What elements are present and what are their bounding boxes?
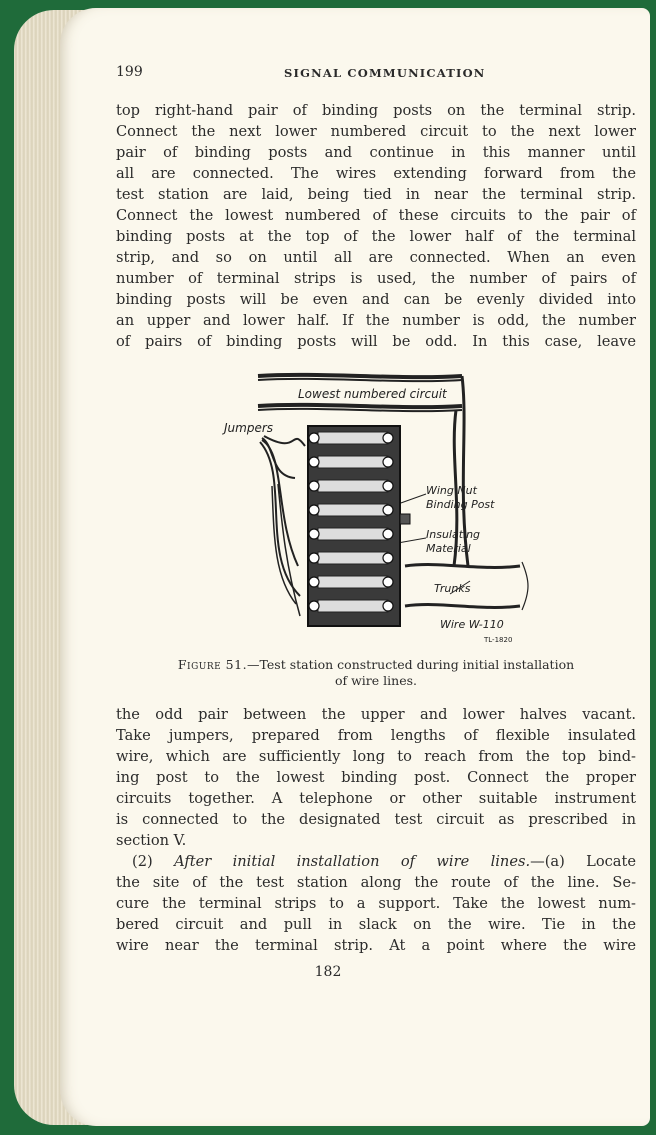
section-2-heading: After initial installation of wire lines. bbox=[174, 853, 531, 870]
label-jumpers: Jumpers bbox=[224, 421, 274, 435]
text-line: Take jumpers, prepared from lengths of flexible insulated bbox=[116, 727, 636, 744]
page-header bbox=[116, 64, 636, 84]
text-line: test station are laid, being tied in near the terminal strip. bbox=[116, 186, 636, 203]
running-title: SIGNAL COMMUNICATION bbox=[284, 66, 486, 80]
text-line: bered circuit and pull in slack on the wire. Tie in the bbox=[116, 916, 636, 933]
text-line: pair of binding posts and continue in this manner until bbox=[116, 144, 636, 161]
text-line: binding posts will be even and can be evenly divided into bbox=[116, 291, 636, 308]
text-line: circuits together. A telephone or other suitable instrument bbox=[116, 790, 636, 807]
caption-label: Figure 51. bbox=[177, 657, 248, 672]
text-line: Connect the lowest numbered of these circuits to the pair of bbox=[116, 207, 636, 224]
section-2-paragraph bbox=[116, 851, 636, 956]
footer-page-number: 182 bbox=[314, 964, 342, 980]
top-paragraph bbox=[116, 100, 636, 352]
label-material: Material bbox=[426, 542, 471, 555]
text-line: all are connected. The wires extending forward from the bbox=[116, 165, 636, 182]
label-figure-code: TL-1820 bbox=[484, 636, 513, 644]
text-line: top right-hand pair of binding posts on the terminal strip. bbox=[116, 102, 636, 119]
text-line: Connect the next lower numbered circuit to the next lower bbox=[116, 123, 636, 140]
test-station-figure bbox=[200, 366, 540, 656]
text-line: wire, which are sufficiently long to reach from the top bind- bbox=[116, 748, 636, 765]
section-2-heading-line bbox=[116, 851, 636, 872]
section-2-prefix: (2) bbox=[132, 853, 175, 870]
text-line: binding posts at the top of the lower half of the terminal bbox=[116, 228, 636, 245]
text-line: ing post to the lowest binding post. Connect the proper bbox=[116, 769, 636, 786]
text-line: wire near the terminal strip. At a point where the wire bbox=[116, 937, 636, 954]
label-binding-post: Binding Post bbox=[426, 498, 495, 511]
section-2-heading-suffix: —(a) Locate bbox=[530, 853, 637, 870]
text-line: is connected to the designated test circuit as prescribed in bbox=[116, 811, 636, 828]
text-line: of pairs of binding posts will be odd. In this case, leave bbox=[116, 333, 636, 350]
caption-text: —Test station constructed during initial installation bbox=[247, 657, 575, 672]
text-line: the site of the test station along the route of the line. Se- bbox=[116, 874, 636, 891]
text-line: section V. bbox=[116, 832, 187, 849]
label-wire: Wire W-110 bbox=[440, 618, 504, 631]
label-insulating: Insulating bbox=[426, 528, 481, 541]
text-line: cure the terminal strips to a support. Take the lowest num- bbox=[116, 895, 636, 912]
text-line: an upper and lower half. If the number is odd, the number bbox=[116, 312, 636, 329]
label-lowest-circuit: Lowest numbered circuit bbox=[298, 387, 447, 401]
label-trunks: Trunks bbox=[434, 582, 471, 595]
figure-caption bbox=[116, 657, 636, 689]
label-wing-nut: Wing Nut bbox=[426, 484, 477, 497]
text-line: strip, and so on until all are connected. When an even bbox=[116, 249, 636, 266]
header-page-number: 199 bbox=[116, 64, 143, 80]
text-line: the odd pair between the upper and lower halves vacant. bbox=[116, 706, 636, 723]
text-line: number of terminal strips is used, the number of pairs of bbox=[116, 270, 636, 287]
bottom-paragraph bbox=[116, 704, 636, 851]
caption-line-2: of wire lines. bbox=[334, 673, 417, 688]
